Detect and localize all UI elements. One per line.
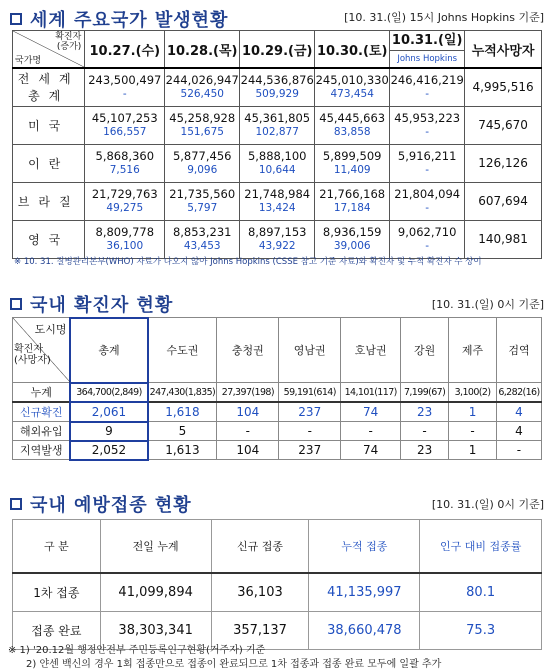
country-name: 전세계총계 [13, 68, 85, 106]
corner-top: 확진자 (증가) [55, 32, 82, 52]
region-value: 237 [279, 402, 341, 422]
vaccination-row [13, 573, 542, 612]
country-name: 영국 [13, 220, 85, 258]
case-cell [240, 144, 315, 182]
case-total: 21,735,560 [169, 187, 236, 201]
cumulative-deaths: 126,126 [465, 144, 542, 182]
section1-footnote: ※ 10. 31. 질병관리본부(WHO) 자료가 나오지 않아 Johns Hopkins (CSSE 참고 기준 자료)와 확진자 및 누적 확진자 수 상이 [14, 257, 482, 267]
case-increase: 49,275 [106, 202, 144, 214]
vaccination-footnote-2: 2) 얀센 백신의 경우 1회 접종만으로 접종이 완료되므로 1차 접종과 접종 완료 모두에 일괄 추가 [26, 659, 442, 670]
country-row [13, 106, 542, 144]
region-value: - [279, 422, 341, 441]
case-increase: - [425, 202, 430, 214]
case-cell [85, 106, 165, 144]
case-increase: - [425, 164, 430, 176]
region-header: 강원 [401, 318, 449, 383]
vaccination-footnote-1: ※ 1) '20.12월 행정안전부 주민등록인구현황(거주자) 기준 [8, 645, 266, 656]
vaccination-header: 인구 대비 접종률 [420, 520, 542, 574]
region-header: 호남권 [341, 318, 401, 383]
case-total: 9,062,710 [397, 225, 457, 239]
region-value: 7,199(67) [401, 383, 449, 403]
case-increase: - [425, 240, 430, 252]
section3-note: [10. 31.(일) 0시 기준] [431, 498, 544, 511]
cumulative-deaths: 4,995,516 [465, 68, 542, 106]
case-total: 5,899,509 [322, 149, 382, 163]
section2-note: [10. 31.(일) 0시 기준] [431, 298, 544, 311]
case-total: 244,026,947 [165, 73, 239, 88]
vaccination-header: 누적 접종 [309, 520, 420, 574]
corner-bottom: 국가명 [15, 56, 42, 66]
case-increase: 83,858 [333, 126, 371, 138]
cumulative-deaths: 140,981 [465, 220, 542, 258]
case-total: 8,936,159 [322, 225, 382, 239]
case-cell [165, 68, 240, 106]
region-value: 364,700(2,849) [70, 383, 148, 403]
case-total: 243,500,497 [88, 73, 162, 88]
case-increase: 166,557 [103, 126, 147, 138]
region-value: - [449, 422, 497, 441]
region-header: 영남권 [279, 318, 341, 383]
case-cell [390, 68, 465, 106]
corner-top: 도시명 [34, 323, 67, 336]
region-value: 4 [496, 402, 541, 422]
row-label: 지역발생 [13, 441, 71, 460]
case-cell [85, 182, 165, 220]
region-value: 3,100(2) [449, 383, 497, 403]
case-increase: - [425, 126, 430, 138]
country-name: 브라질 [13, 182, 85, 220]
region-value: - [341, 422, 401, 441]
date-header: 10.27.(수) [85, 31, 165, 69]
checkbox-square-icon [10, 13, 22, 25]
case-total: 21,766,168 [319, 187, 386, 201]
country-row [13, 220, 542, 258]
case-total: 244,536,876 [240, 73, 314, 88]
case-cell [165, 106, 240, 144]
source-label: Johns Hopkins [397, 53, 458, 64]
case-total: 245,010,330 [315, 73, 389, 88]
date-header: 10.31.(일) [390, 32, 464, 51]
date-header: 10.28.(목) [165, 31, 240, 69]
case-total: 5,888,100 [247, 149, 307, 163]
case-total: 45,258,928 [169, 111, 236, 125]
case-cell [315, 106, 390, 144]
case-total: 246,416,219 [390, 73, 464, 88]
corner-bottom: 확진자 (사망자) [14, 344, 51, 366]
case-total: 21,748,984 [244, 187, 311, 201]
case-increase: 9,096 [187, 164, 218, 176]
region-value: 23 [401, 441, 449, 460]
case-cell [240, 106, 315, 144]
region-header: 검역 [496, 318, 541, 383]
region-value: 1,618 [148, 402, 217, 422]
case-increase: 11,409 [333, 164, 371, 176]
row-label: 해외유입 [13, 422, 71, 441]
case-total: 21,729,763 [91, 187, 158, 201]
case-cell [390, 106, 465, 144]
case-increase: 36,100 [106, 240, 144, 252]
country-row [13, 68, 542, 106]
case-increase: 10,644 [258, 164, 296, 176]
case-cell [315, 220, 390, 258]
vaccination-header: 구 분 [13, 520, 101, 574]
cumulative-deaths: 607,694 [465, 182, 542, 220]
case-increase: 43,453 [183, 240, 221, 252]
region-value: 59,191(614) [279, 383, 341, 403]
case-increase: 39,006 [333, 240, 371, 252]
section3-title: 국내 예방접종 현황 [30, 495, 192, 516]
case-cell [315, 68, 390, 106]
section2-title: 국내 확진자 현황 [30, 295, 174, 316]
region-header: 충청권 [217, 318, 279, 383]
case-cell [165, 182, 240, 220]
case-cell [165, 144, 240, 182]
case-cell [85, 220, 165, 258]
case-total: 5,868,360 [95, 149, 155, 163]
case-increase: 5,797 [187, 202, 218, 214]
case-cell [240, 220, 315, 258]
case-total: 21,804,094 [394, 187, 461, 201]
row-label: 누계 [13, 383, 71, 403]
case-total: 5,916,211 [397, 149, 457, 163]
case-increase: - [122, 88, 127, 101]
domestic-row [13, 383, 542, 403]
case-cell [390, 182, 465, 220]
case-cell [390, 144, 465, 182]
domestic-row [13, 441, 542, 460]
vaccination-value: 41,135,997 [309, 573, 420, 612]
case-increase: 473,454 [330, 88, 374, 101]
region-value: 14,101(117) [341, 383, 401, 403]
case-increase: 526,450 [180, 88, 224, 101]
vaccination-value: 38,660,478 [309, 612, 420, 650]
case-total: 45,445,663 [319, 111, 386, 125]
country-row [13, 144, 542, 182]
case-increase: 7,516 [109, 164, 140, 176]
cum-death-header: 누적사망자 [465, 31, 542, 69]
case-total: 8,853,231 [172, 225, 232, 239]
region-value: 2,061 [70, 402, 148, 422]
region-value: 23 [401, 402, 449, 422]
cumulative-deaths: 745,670 [465, 106, 542, 144]
region-value: 74 [341, 441, 401, 460]
country-name: 미국 [13, 106, 85, 144]
region-value: 247,430(1,835) [148, 383, 217, 403]
region-header: 총계 [70, 318, 148, 383]
vaccination-label: 접종 완료 [13, 612, 101, 650]
region-value: 27,397(198) [217, 383, 279, 403]
date-header-last [390, 31, 465, 69]
vaccination-header: 신규 접종 [211, 520, 309, 574]
vaccination-value: 36,103 [211, 573, 309, 612]
region-value: 9 [70, 422, 148, 441]
section3-header [10, 491, 192, 517]
vaccination-table [12, 519, 542, 650]
vaccination-value: 41,099,894 [100, 573, 211, 612]
region-value: 1 [449, 441, 497, 460]
case-cell [85, 68, 165, 106]
world-table [12, 30, 542, 259]
vaccination-label: 1차 접종 [13, 573, 101, 612]
country-row [13, 182, 542, 220]
corner-cell [13, 31, 85, 69]
case-total: 45,953,223 [394, 111, 461, 125]
case-increase: 43,922 [258, 240, 296, 252]
case-cell [315, 144, 390, 182]
case-increase: 151,675 [180, 126, 224, 138]
case-cell [240, 68, 315, 106]
section1-header [10, 6, 228, 32]
region-value: - [217, 422, 279, 441]
region-value: - [401, 422, 449, 441]
region-value: 5 [148, 422, 217, 441]
checkbox-square-icon [10, 298, 22, 310]
region-value: 104 [217, 441, 279, 460]
section1-title: 세계 주요국가 발생현황 [30, 10, 229, 31]
vaccination-header: 전일 누계 [100, 520, 211, 574]
domestic-table [12, 317, 542, 460]
case-cell [240, 182, 315, 220]
vaccination-value: 75.3 [420, 612, 542, 650]
case-cell [85, 144, 165, 182]
country-name: 이란 [13, 144, 85, 182]
case-total: 5,877,456 [172, 149, 232, 163]
case-cell [390, 220, 465, 258]
case-increase: 17,184 [333, 202, 371, 214]
section2-header [10, 291, 173, 317]
domestic-row [13, 422, 542, 441]
case-total: 8,809,778 [95, 225, 155, 239]
case-total: 8,897,153 [247, 225, 307, 239]
region-value: 4 [496, 422, 541, 441]
date-header: 10.29.(금) [240, 31, 315, 69]
case-total: 45,107,253 [91, 111, 158, 125]
region-value: 6,282(16) [496, 383, 541, 403]
case-increase: 509,929 [255, 88, 299, 101]
section1-note: [10. 31.(일) 15시 Johns Hopkins 기준] [344, 11, 544, 24]
vaccination-value: 357,137 [211, 612, 309, 650]
row-label: 신규확진 [13, 402, 71, 422]
region-header: 수도권 [148, 318, 217, 383]
date-header: 10.30.(토) [315, 31, 390, 69]
region-value: 1,613 [148, 441, 217, 460]
case-increase: - [425, 88, 430, 101]
case-total: 45,361,805 [244, 111, 311, 125]
region-value: 2,052 [70, 441, 148, 460]
region-value: - [496, 441, 541, 460]
case-cell [165, 220, 240, 258]
region-value: 1 [449, 402, 497, 422]
region-header: 제주 [449, 318, 497, 383]
vaccination-value: 80.1 [420, 573, 542, 612]
case-cell [315, 182, 390, 220]
checkbox-square-icon [10, 498, 22, 510]
region-value: 74 [341, 402, 401, 422]
case-increase: 13,424 [258, 202, 296, 214]
region-value: 104 [217, 402, 279, 422]
vaccination-value: 38,303,341 [100, 612, 211, 650]
domestic-row [13, 402, 542, 422]
corner-cell [13, 318, 71, 383]
region-value: 237 [279, 441, 341, 460]
case-increase: 102,877 [255, 126, 299, 138]
